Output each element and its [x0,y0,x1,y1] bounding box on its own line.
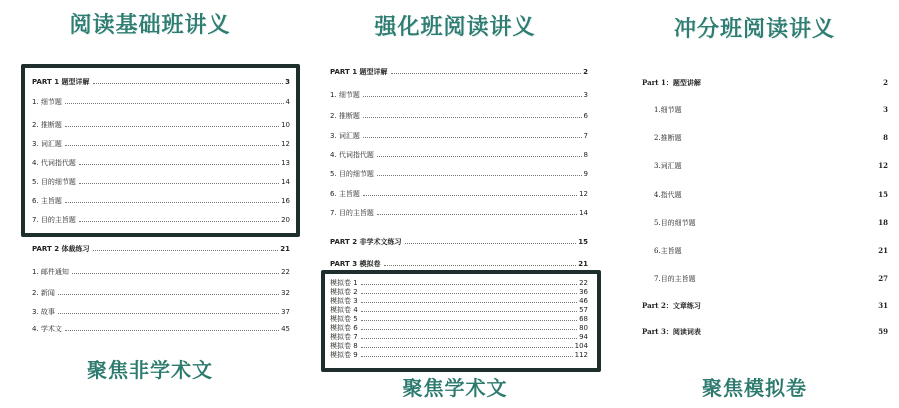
toc-item-label: 模拟卷 6 [330,324,358,332]
toc-item-label: 6. 主旨题 [330,190,360,198]
toc-item-label: 模拟卷 5 [330,315,358,323]
toc-page-number: 20 [281,216,290,224]
toc-item-label: 3.词汇题 [654,162,682,170]
toc-item-label: 5. 目的细节题 [330,170,374,178]
toc-page-number: 14 [281,178,290,186]
toc-page-number: 3 [285,78,290,86]
toc-item-row [330,151,588,159]
toc-item-label: 模拟卷 2 [330,288,358,296]
toc-part-label: Part 1：题型讲解 [642,78,701,87]
toc-page-number: 94 [579,333,588,341]
toc-item-row [32,325,290,333]
sprint-class-toc [642,0,888,408]
toc-page-number: 57 [579,306,588,314]
toc-item-label: 模拟卷 3 [330,297,358,305]
toc-item-label: 4. 代词指代题 [330,151,374,159]
sprint-class-heading: 冲分班阅读讲义 [673,17,835,42]
toc-item-label: 模拟卷 9 [330,351,358,359]
toc-item-row [654,162,888,170]
toc-item-label: 3. 词汇题 [32,140,62,148]
toc-page-number: 104 [574,342,588,350]
toc-item-label: 1. 邮件通知 [32,268,69,276]
toc-page-number: 12 [281,140,290,148]
toc-part-row [642,79,888,87]
toc-item-row [330,112,588,120]
toc-item-row [32,268,290,276]
toc-page-number: 6 [583,112,588,120]
toc-page-number: 8 [583,151,588,159]
toc-part-label: PART 2 体裁练习 [32,245,90,253]
toc-item-row [654,219,888,227]
toc-part-row [642,328,888,336]
toc-part-row [642,302,888,310]
toc-part-label: PART 1 题型详解 [32,78,90,86]
sprint-class-caption: 聚焦模拟卷 [702,376,807,400]
toc-part-row [32,245,290,253]
toc-item-label: 2. 新闻 [32,289,55,297]
toc-item-row [654,134,888,142]
toc-item-label: 模拟卷 1 [330,279,358,287]
toc-page-number: 14 [579,209,588,217]
toc-page-number: 45 [281,325,290,333]
toc-item-row [654,191,888,199]
toc-item-label: 7. 目的主旨题 [330,209,374,217]
toc-page-number: 2 [883,78,888,87]
toc-item-row [330,170,588,178]
toc-item-row [654,275,888,283]
toc-page-number: 4 [285,98,290,106]
intensive-class-heading: 强化班阅读讲义 [374,15,536,40]
toc-item-label: 7.目的主旨题 [654,275,696,283]
intensive-class-caption: 聚焦学术文 [402,376,508,400]
sprint-class-panel [610,0,899,408]
toc-page-number: 13 [281,159,290,167]
toc-item-label: 2.推断题 [654,134,682,142]
basic-class-panel [0,0,300,408]
toc-part-label: PART 2 非学术文练习 [330,238,402,246]
toc-item-row [32,308,290,316]
toc-item-label: 模拟卷 8 [330,342,358,350]
toc-item-label: 1. 细节题 [32,98,62,106]
toc-part-label: PART 3 模拟卷 [330,260,381,268]
toc-page-number: 27 [878,274,888,283]
toc-page-number: 22 [281,268,290,276]
basic-class-caption: 聚焦非学术文 [87,358,213,382]
toc-part-row [330,238,588,246]
highlight-frame [321,270,601,372]
toc-page-number: 10 [281,121,290,129]
toc-part-label: PART 1 题型详解 [330,68,388,76]
toc-page-number: 8 [883,133,888,142]
toc-page-number: 46 [579,297,588,305]
toc-item-row [330,209,588,217]
toc-item-row [32,289,290,297]
toc-page-number: 21 [280,245,290,253]
toc-item-row [654,106,888,114]
toc-item-label: 3. 故事 [32,308,55,316]
toc-item-label: 模拟卷 7 [330,333,358,341]
toc-item-label: 2. 推断题 [32,121,62,129]
toc-part-row [330,68,588,76]
toc-item-row [330,132,588,140]
toc-page-number: 9 [583,170,588,178]
toc-page-number: 59 [878,327,888,336]
toc-page-number: 2 [583,68,588,76]
toc-item-label: 5.目的细节题 [654,219,696,227]
toc-page-number: 16 [281,197,290,205]
toc-page-number: 12 [878,161,888,170]
toc-page-number: 18 [878,218,888,227]
toc-item-label: 4. 代词指代题 [32,159,76,167]
toc-page-number: 3 [583,91,588,99]
toc-page-number: 112 [574,351,588,359]
toc-item-label: 2. 推断题 [330,112,360,120]
toc-page-number: 15 [578,238,588,246]
toc-page-number: 68 [579,315,588,323]
toc-page-number: 36 [579,288,588,296]
toc-item-label: 3. 词汇题 [330,132,360,140]
intensive-class-panel [300,0,610,408]
toc-part-row [330,260,588,268]
basic-class-heading: 阅读基础班讲义 [69,13,231,38]
highlight-frame [21,64,300,237]
toc-page-number: 3 [883,105,888,114]
toc-page-number: 15 [878,190,888,199]
toc-item-label: 4. 学术文 [32,325,62,333]
toc-page-number: 12 [579,190,588,198]
toc-part-label: Part 3：阅读词表 [642,327,701,336]
toc-page-number: 21 [878,246,888,255]
toc-page-number: 21 [578,260,588,268]
toc-page-number: 22 [579,279,588,287]
toc-page-number: 37 [281,308,290,316]
toc-item-row [330,91,588,99]
toc-item-label: 1.细节题 [654,106,682,114]
toc-item-label: 7. 目的主旨题 [32,216,76,224]
toc-item-row [330,190,588,198]
toc-page-number: 31 [878,301,888,310]
toc-item-label: 6. 主旨题 [32,197,62,205]
toc-item-label: 5. 目的细节题 [32,178,76,186]
toc-item-label: 模拟卷 4 [330,306,358,314]
toc-item-label: 6.主旨题 [654,247,682,255]
toc-item-label: 1. 细节题 [330,91,360,99]
toc-page-number: 32 [281,289,290,297]
toc-item-row [654,247,888,255]
toc-page-number: 80 [579,324,588,332]
toc-page-number: 7 [583,132,588,140]
toc-item-label: 4.指代题 [654,191,682,199]
toc-part-label: Part 2：文章练习 [642,301,701,310]
